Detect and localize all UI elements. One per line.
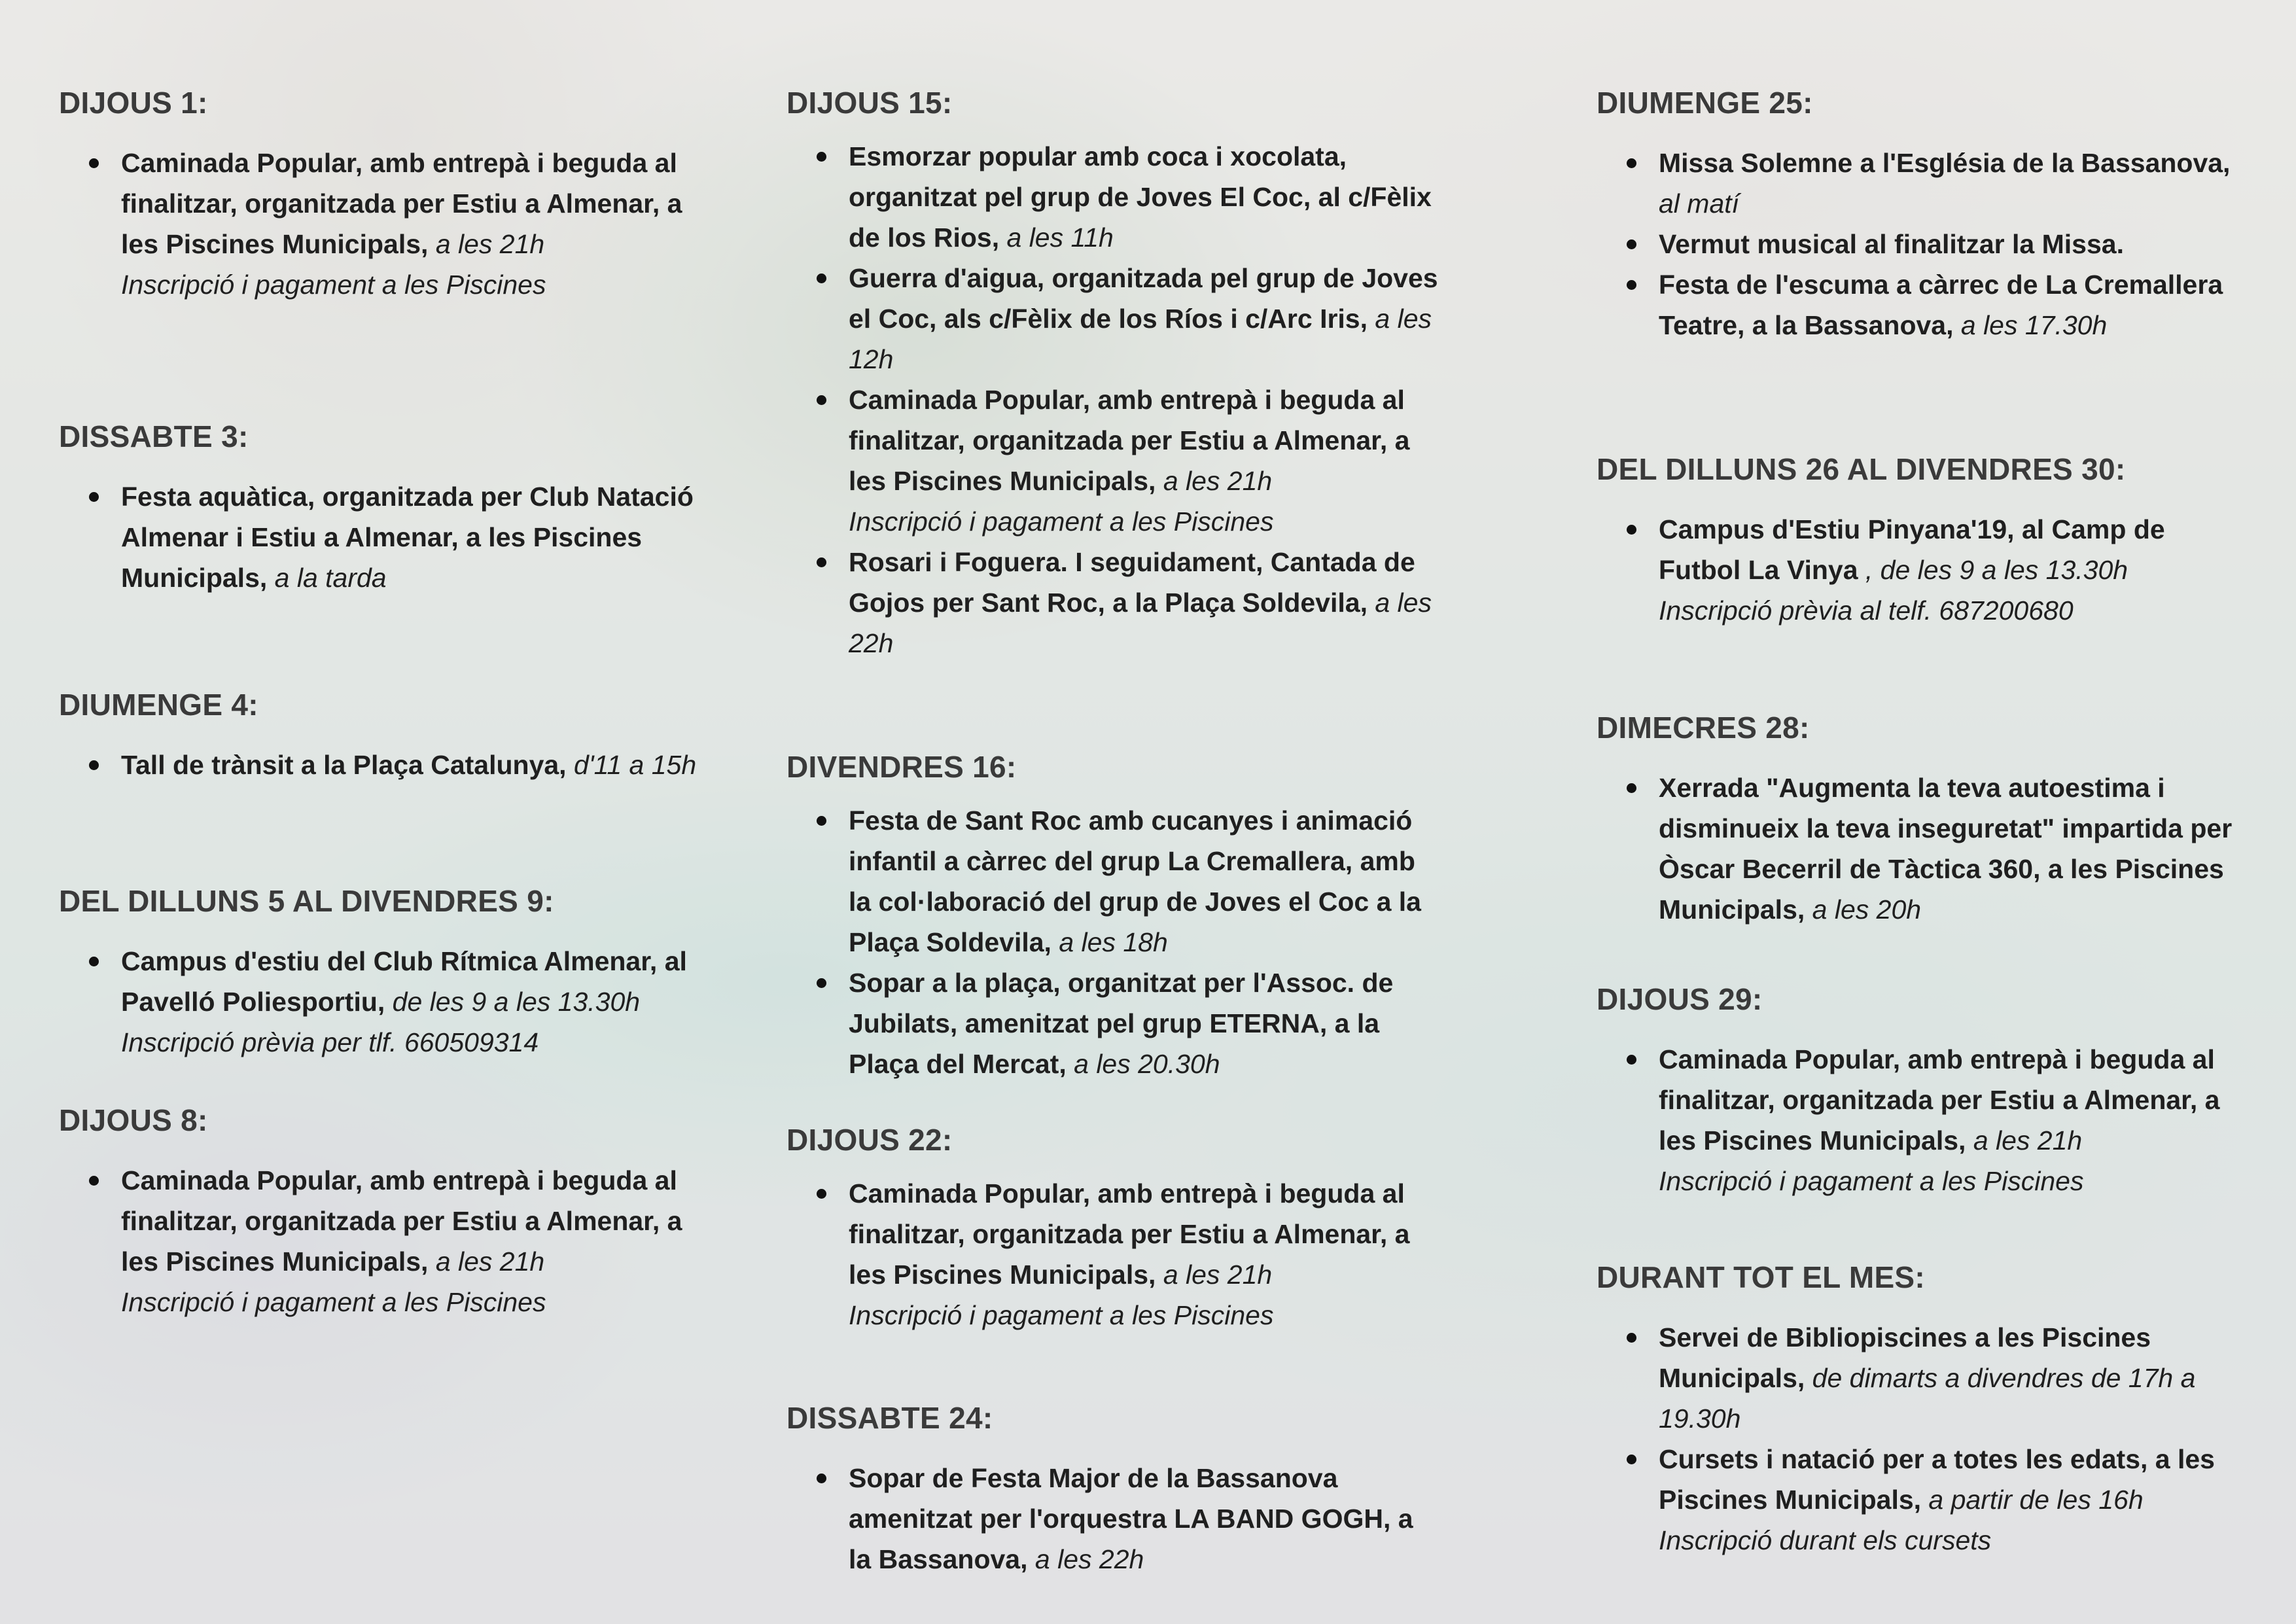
event-day-section (1597, 1260, 2251, 1561)
day-heading: DIVENDRES 16: (786, 750, 1017, 784)
event-list (1597, 1039, 2251, 1201)
event-list (786, 1173, 1441, 1335)
event-item: Cursets i natació per a totes les edats, a les Piscines Municipals, a partir de les 16h Inscripció durant els cursets (1659, 1439, 2251, 1561)
event-list (786, 136, 1441, 663)
event-item: Esmorzar popular amb coca i xocolata, organitzat pel grup de Joves El Coc, al c/Fèlix de los Rios, a les 11h (849, 136, 1441, 258)
event-item: Xerrada "Augmenta la teva autoestima i disminueix la teva inseguretat" impartida per Òscar Becerril de Tàctica 360, a les Piscines Municipals, a les 20h (1659, 768, 2251, 930)
event-item: Caminada Popular, amb entrepà i beguda al finalitzar, organitzada per Estiu a Almenar, a les Piscines Municipals, a les 21h Inscripció i pagament a les Piscines (849, 380, 1441, 542)
day-heading: DURANT TOT EL MES: (1597, 1260, 1926, 1294)
day-heading: DEL DILLUNS 5 AL DIVENDRES 9: (59, 884, 554, 918)
event-list (1597, 143, 2251, 345)
event-list (59, 745, 700, 785)
day-heading: DIJOUS 22: (786, 1123, 953, 1157)
day-heading: DIJOUS 1: (59, 86, 208, 120)
event-list (1597, 768, 2251, 930)
event-day-section (59, 687, 700, 785)
event-day-section (1597, 710, 2251, 930)
event-item: Tall de trànsit a la Plaça Catalunya, d'11 a 15h (121, 745, 700, 785)
day-heading: DIMECRES 28: (1597, 711, 1810, 745)
day-heading: DIUMENGE 4: (59, 688, 258, 722)
event-item: Caminada Popular, amb entrepà i beguda al finalitzar, organitzada per Estiu a Almenar, a les Piscines Municipals, a les 21h Inscripció i pagament a les Piscines (121, 143, 700, 305)
event-day-section (59, 85, 700, 305)
event-list (59, 1160, 700, 1322)
day-heading: DEL DILLUNS 26 AL DIVENDRES 30: (1597, 452, 2126, 486)
event-day-section (1597, 981, 2251, 1201)
event-list (786, 1458, 1441, 1580)
event-list (59, 143, 700, 305)
event-day-section (59, 1103, 700, 1322)
event-item: Festa de l'escuma a càrrec de La Cremallera Teatre, a la Bassanova, a les 17.30h (1659, 264, 2251, 345)
day-heading: DISSABTE 24: (786, 1401, 993, 1435)
event-item: Rosari i Foguera. I seguidament, Cantada de Gojos per Sant Roc, a la Plaça Soldevila, a les 22h (849, 542, 1441, 663)
event-item: Festa de Sant Roc amb cucanyes i animació infantil a càrrec del grup La Cremallera, amb la col·laboració del grup de Joves el Coc a la Plaça Soldevila, a les 18h (849, 800, 1441, 962)
event-day-section (786, 1122, 1441, 1335)
event-item: Campus d'estiu del Club Rítmica Almenar, al Pavelló Poliesportiu, de les 9 a les 13.30h Inscripció prèvia per tlf. 660509314 (121, 941, 700, 1063)
day-heading: DIUMENGE 25: (1597, 86, 1813, 120)
event-item: Caminada Popular, amb entrepà i beguda al finalitzar, organitzada per Estiu a Almenar, a les Piscines Municipals, a les 21h Inscripció i pagament a les Piscines (849, 1173, 1441, 1335)
event-item: Servei de Bibliopiscines a les Piscines Municipals, de dimarts a divendres de 17h a 19.30h (1659, 1317, 2251, 1439)
event-item: Sopar de Festa Major de la Bassanova amenitzat per l'orquestra LA BAND GOGH, a la Bassanova, a les 22h (849, 1458, 1441, 1580)
event-day-section (786, 85, 1441, 663)
event-item: Caminada Popular, amb entrepà i beguda al finalitzar, organitzada per Estiu a Almenar, a les Piscines Municipals, a les 21h Inscripció i pagament a les Piscines (121, 1160, 700, 1322)
event-list (1597, 1317, 2251, 1561)
event-item: Sopar a la plaça, organitzat per l'Assoc. de Jubilats, amenitzat pel grup ETERNA, a la Plaça del Mercat, a les 20.30h (849, 962, 1441, 1084)
event-item: Caminada Popular, amb entrepà i beguda al finalitzar, organitzada per Estiu a Almenar, a les Piscines Municipals, a les 21h Inscripció i pagament a les Piscines (1659, 1039, 2251, 1201)
day-heading: DISSABTE 3: (59, 419, 249, 453)
event-list (59, 941, 700, 1063)
event-day-section (59, 883, 700, 1063)
event-list (1597, 509, 2251, 631)
event-day-section (1597, 451, 2251, 631)
event-item: Guerra d'aigua, organitzada pel grup de Joves el Coc, als c/Fèlix de los Ríos i c/Arc Iris, a les 12h (849, 258, 1441, 380)
event-list (786, 800, 1441, 1084)
day-heading: DIJOUS 15: (786, 86, 953, 120)
event-item: Festa aquàtica, organitzada per Club Natació Almenar i Estiu a Almenar, a les Piscines Municipals, a la tarda (121, 476, 700, 598)
event-day-section (786, 749, 1441, 1084)
event-item: Vermut musical al finalitzar la Missa. (1659, 224, 2251, 264)
day-heading: DIJOUS 8: (59, 1103, 208, 1137)
day-heading: DIJOUS 29: (1597, 982, 1763, 1016)
event-day-section (786, 1400, 1441, 1580)
event-day-section (1597, 85, 2251, 345)
event-list (59, 476, 700, 598)
event-day-section (59, 419, 700, 598)
event-item: Missa Solemne a l'Església de la Bassanova, al matí (1659, 143, 2251, 224)
event-item: Campus d'Estiu Pinyana'19, al Camp de Futbol La Vinya , de les 9 a les 13.30h Inscripció prèvia al telf. 687200680 (1659, 509, 2251, 631)
